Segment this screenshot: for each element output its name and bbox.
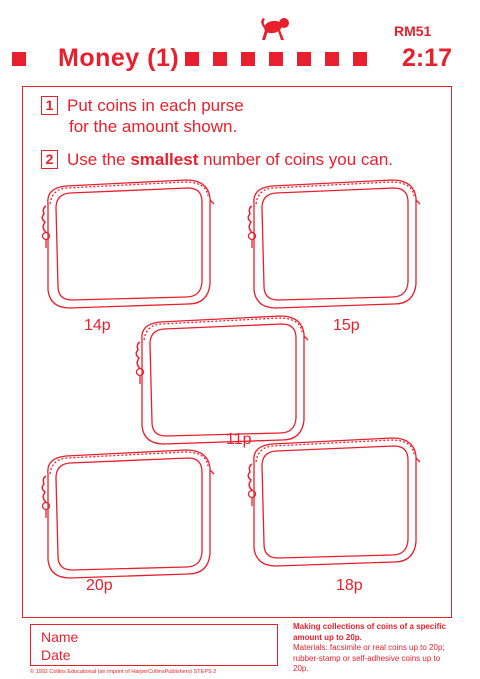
notes-title: Making collections of coins of a specific amount up to 20p. — [293, 622, 446, 642]
purse-1 — [36, 174, 216, 314]
title-square — [185, 52, 199, 66]
purse-2 — [242, 174, 422, 314]
title-square — [269, 52, 283, 66]
title-square — [353, 52, 367, 66]
name-date-box — [30, 624, 278, 666]
sheet-reference: RM51 — [394, 23, 432, 39]
purse-4 — [36, 444, 216, 584]
title-square — [297, 52, 311, 66]
purse-5 — [242, 432, 422, 572]
instruction-text: Put coins in each purse — [67, 96, 244, 115]
amount-label: 14p — [84, 317, 111, 334]
instruction-number: 2 — [41, 150, 58, 169]
instruction-emphasis: smallest — [130, 150, 199, 169]
title-square — [12, 52, 26, 66]
amount-label: 18p — [336, 577, 363, 594]
monkey-icon — [259, 16, 295, 50]
instruction-2 — [41, 149, 393, 170]
name-label: Name — [41, 629, 79, 645]
instruction-number: 1 — [41, 96, 58, 115]
instruction-1 — [41, 95, 244, 137]
amount-label: 11p — [226, 431, 252, 448]
instruction-text: for the amount shown. — [69, 117, 238, 136]
instruction-text: number of coins you can. — [198, 150, 394, 169]
notes-body: Materials: facsimile or real coins up to 20p; rubber-stamp or self-adhesive coins up to 20p. — [293, 643, 445, 673]
date-label: Date — [41, 647, 71, 663]
teacher-notes — [293, 622, 453, 675]
copyright-line: © 1992 Collins Educational (an imprint of HarperCollinsPublishers) STEPS 2 — [30, 669, 217, 675]
amount-label: 20p — [86, 577, 113, 594]
title-square — [213, 52, 227, 66]
title-bar — [12, 42, 452, 76]
amount-label: 15p — [333, 317, 360, 334]
instruction-text: Use the — [67, 150, 131, 169]
page-score: 2:17 — [401, 44, 452, 72]
page-title: Money (1) — [58, 44, 180, 72]
title-square — [241, 52, 255, 66]
purse-3 — [130, 310, 310, 450]
title-square — [325, 52, 339, 66]
